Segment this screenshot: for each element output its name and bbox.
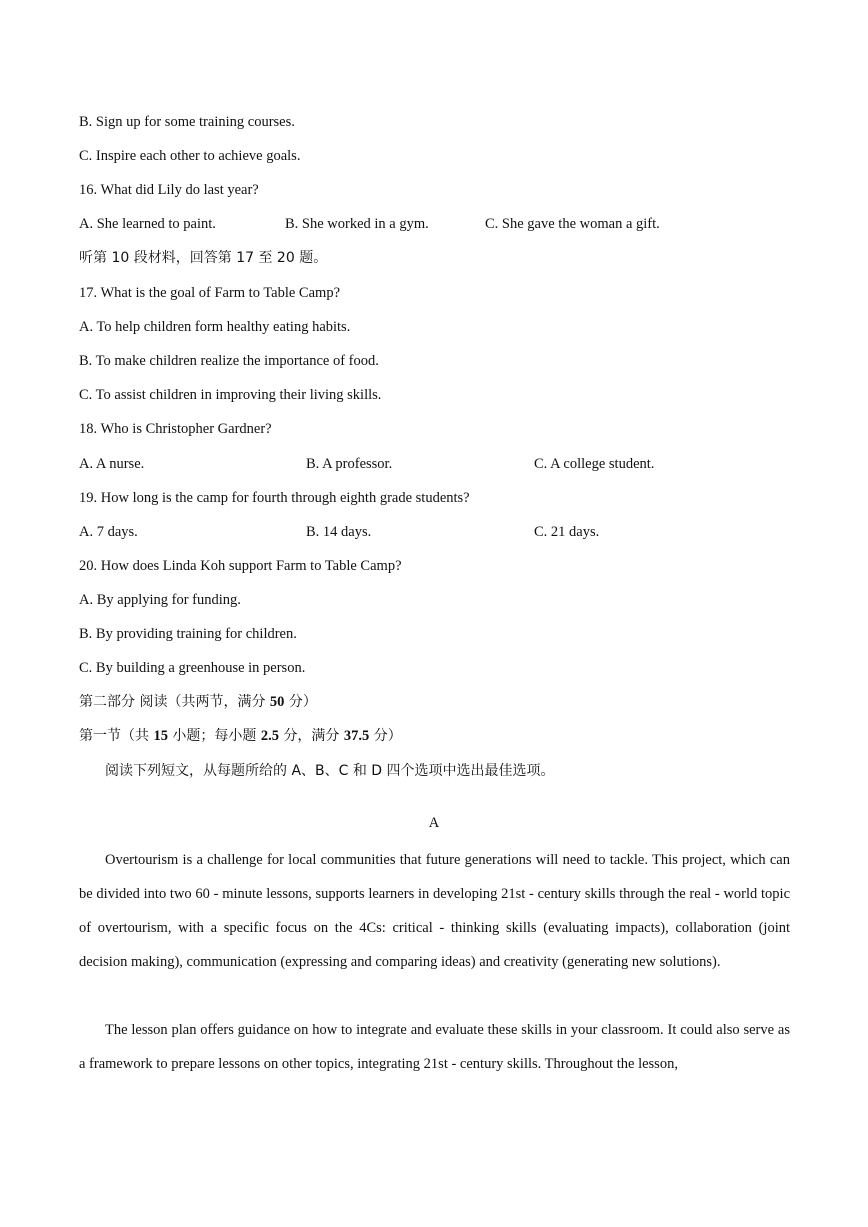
q18-option-a: A. A nurse. <box>79 456 145 472</box>
section1-heading: 第一节（共 15 小题；每小题 2.5 分，满分 37.5 分） <box>79 728 402 744</box>
passage-label: A <box>428 815 440 831</box>
q20-question: 20. How does Linda Koh support Farm to Table Camp? <box>79 558 402 574</box>
q16-question: 16. What did Lily do last year? <box>79 182 259 198</box>
q15-option-b: B. Sign up for some training courses. <box>79 114 295 130</box>
q16-option-a: A. She learned to paint. <box>79 216 216 232</box>
q18-question: 18. Who is Christopher Gardner? <box>79 421 272 437</box>
q19-option-b: B. 14 days. <box>306 524 372 540</box>
passage-paragraph-1: Overtourism is a challenge for local communities that future generations will need to tackle. This project, which can be divided into two 60 - minute lessons, supports learners in developing 21st - century skills through the real - world topic of overtourism, with a specific focus on the 4Cs: critical - thinking skills (evaluating impacts), collaboration (joint decision making), communication (expressing and comparing ideas) and creativity (generating new solutions). <box>79 852 790 970</box>
passage-paragraph-2: The lesson plan offers guidance on how to integrate and evaluate these skills in your classroom. It could also serve as a framework to prepare lessons on other topics, integrating 21st - century skills. Throughout the lesson, <box>79 1022 790 1072</box>
q16-option-c: C. She gave the woman a gift. <box>485 216 660 232</box>
q17-option-c: C. To assist children in improving their living skills. <box>79 387 382 403</box>
q18-option-c: C. A college student. <box>534 456 655 472</box>
q15-option-c: C. Inspire each other to achieve goals. <box>79 148 301 164</box>
q18-option-b: B. A professor. <box>306 456 393 472</box>
q19-option-a: A. 7 days. <box>79 524 138 540</box>
part2-heading: 第二部分 阅读（共两节，满分 50 分） <box>79 694 317 710</box>
q17-option-a: A. To help children form healthy eating habits. <box>79 319 351 335</box>
q17-question: 17. What is the goal of Farm to Table Camp? <box>79 285 341 301</box>
q20-option-a: A. By applying for funding. <box>79 592 241 608</box>
section10-instruction: 听第 10 段材料，回答第 17 至 20 题。 <box>79 250 328 266</box>
reading-instruction: 阅读下列短文，从每题所给的 A、B、C 和 D 四个选项中选出最佳选项。 <box>105 763 555 779</box>
q20-option-c: C. By building a greenhouse in person. <box>79 660 306 676</box>
q16-option-b: B. She worked in a gym. <box>285 216 429 232</box>
q17-option-b: B. To make children realize the importance of food. <box>79 353 379 369</box>
q20-option-b: B. By providing training for children. <box>79 626 297 642</box>
q19-question: 19. How long is the camp for fourth through eighth grade students? <box>79 490 470 506</box>
q19-option-c: C. 21 days. <box>534 524 600 540</box>
